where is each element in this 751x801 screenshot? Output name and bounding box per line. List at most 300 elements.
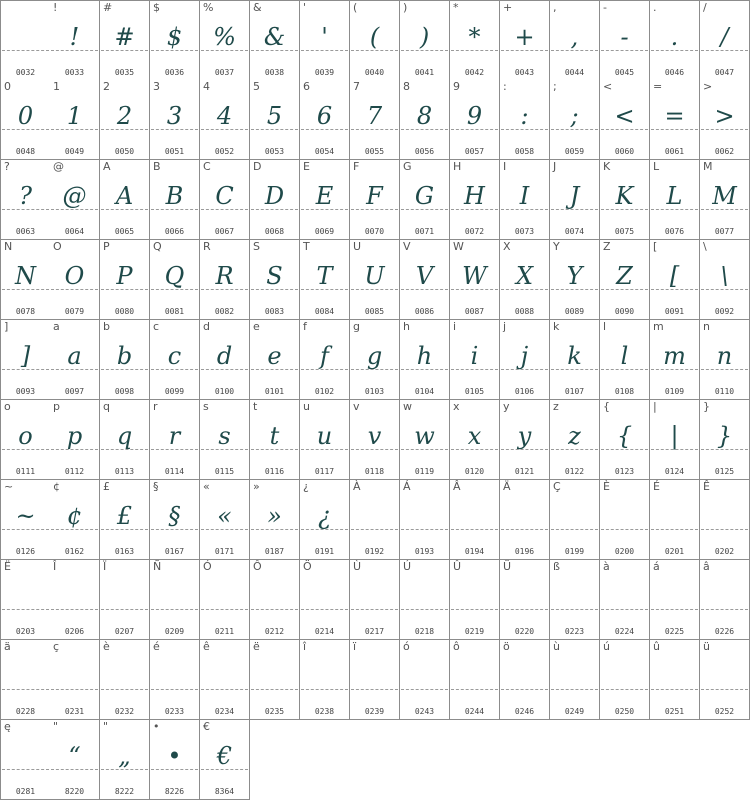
baseline-guide <box>201 50 248 51</box>
baseline-guide <box>501 50 548 51</box>
glyph-cell <box>700 240 750 320</box>
reference-character: Ï <box>103 560 107 573</box>
font-glyph: F <box>366 182 383 210</box>
char-code-label: 0101 <box>264 387 285 396</box>
reference-character: d <box>203 320 210 333</box>
glyph-cell <box>400 80 450 160</box>
baseline-guide <box>501 449 548 450</box>
font-glyph: : <box>520 102 529 130</box>
baseline-guide <box>51 289 98 290</box>
font-glyph: ) <box>419 23 430 51</box>
baseline-guide <box>2 769 49 770</box>
reference-character: ç <box>53 640 60 653</box>
baseline-guide <box>401 50 448 51</box>
reference-character: W <box>453 240 464 253</box>
font-glyph: = <box>664 102 685 130</box>
font-glyph: K <box>615 182 634 210</box>
baseline-guide <box>401 529 448 530</box>
baseline-guide <box>151 209 198 210</box>
glyph-cell <box>250 640 300 720</box>
baseline-guide <box>2 289 49 290</box>
glyph-cell <box>400 640 450 720</box>
glyph-cell <box>200 560 250 640</box>
font-glyph: 3 <box>166 102 183 130</box>
reference-character: k <box>553 320 560 333</box>
baseline-guide <box>451 129 498 130</box>
font-glyph: - <box>620 23 629 51</box>
baseline-guide <box>51 529 98 530</box>
char-code-label: 0281 <box>15 787 36 796</box>
baseline-guide <box>601 50 648 51</box>
baseline-guide <box>2 609 49 610</box>
glyph-cell <box>450 560 500 640</box>
font-glyph: v <box>367 422 382 450</box>
glyph-cell <box>600 80 650 160</box>
char-code-label: 0201 <box>664 547 685 556</box>
char-code-label: 0052 <box>214 147 235 156</box>
glyph-cell <box>0 0 51 81</box>
baseline-guide <box>701 369 748 370</box>
glyph-cell <box>600 0 650 81</box>
baseline-guide <box>301 209 348 210</box>
char-code-label: 0193 <box>414 547 435 556</box>
font-glyph: W <box>462 262 487 290</box>
glyph-cell <box>500 240 550 320</box>
glyph-cell <box>550 0 600 81</box>
baseline-guide <box>351 529 398 530</box>
char-code-label: 0212 <box>264 627 285 636</box>
reference-character: V <box>403 240 411 253</box>
glyph-cell <box>0 560 51 640</box>
reference-character: \ <box>703 240 707 253</box>
baseline-guide <box>401 689 448 690</box>
baseline-guide <box>101 209 148 210</box>
font-glyph: ' <box>321 23 328 51</box>
char-code-label: 0093 <box>15 387 36 396</box>
char-code-label: 0032 <box>15 68 36 77</box>
glyph-cell <box>300 640 350 720</box>
font-glyph: • <box>167 742 182 770</box>
char-code-label: 0124 <box>664 467 685 476</box>
glyph-cell <box>400 480 450 560</box>
glyph-cell <box>450 160 500 240</box>
font-glyph: t <box>269 422 280 450</box>
baseline-guide <box>201 369 248 370</box>
reference-character: Q <box>153 240 162 253</box>
glyph-cell <box>550 640 600 720</box>
reference-character: R <box>203 240 211 253</box>
char-code-label: 0126 <box>15 547 36 556</box>
char-code-label: 0246 <box>514 707 535 716</box>
glyph-cell <box>550 240 600 320</box>
glyph-cell <box>50 480 100 560</box>
baseline-guide <box>551 289 598 290</box>
glyph-cell <box>450 480 500 560</box>
baseline-guide <box>651 289 698 290</box>
char-code-label: 0058 <box>514 147 535 156</box>
char-code-label: 0077 <box>714 227 735 236</box>
char-code-label: 0102 <box>314 387 335 396</box>
glyph-cell <box>100 240 150 320</box>
reference-character: 3 <box>153 80 160 93</box>
char-code-label: 0092 <box>714 307 735 316</box>
glyph-cell <box>50 160 100 240</box>
reference-character: ó <box>403 640 410 653</box>
font-glyph: p <box>66 422 83 450</box>
reference-character: Ô <box>253 560 262 573</box>
reference-character: à <box>603 560 610 573</box>
baseline-guide <box>201 529 248 530</box>
baseline-guide <box>251 529 298 530</box>
glyph-cell <box>550 560 600 640</box>
glyph-cell <box>50 400 100 480</box>
char-code-label: 0211 <box>214 627 235 636</box>
font-glyph: + <box>514 23 535 51</box>
reference-character: • <box>153 720 160 733</box>
glyph-cell <box>50 560 100 640</box>
char-code-label: 0040 <box>364 68 385 77</box>
reference-character: ; <box>553 80 557 93</box>
char-code-label: 0061 <box>664 147 685 156</box>
reference-character: ) <box>403 1 408 14</box>
char-code-label: 0231 <box>64 707 85 716</box>
baseline-guide <box>51 369 98 370</box>
reference-character: < <box>603 80 613 93</box>
font-glyph: w <box>414 422 435 450</box>
baseline-guide <box>2 129 49 130</box>
reference-character: O <box>53 240 62 253</box>
char-code-label: 0099 <box>164 387 185 396</box>
reference-character: o <box>4 400 11 413</box>
reference-character: J <box>553 160 557 173</box>
font-glyph: 0 <box>17 102 34 130</box>
char-code-label: 0068 <box>264 227 285 236</box>
char-code-label: 0054 <box>314 147 335 156</box>
baseline-guide <box>501 609 548 610</box>
baseline-guide <box>2 689 49 690</box>
font-glyph: M <box>712 182 737 210</box>
reference-character: ( <box>353 1 358 14</box>
reference-character: é <box>153 640 160 653</box>
char-code-label: 0232 <box>114 707 135 716</box>
baseline-guide <box>551 529 598 530</box>
reference-character: û <box>653 640 660 653</box>
glyph-cell <box>550 480 600 560</box>
glyph-cell <box>50 640 100 720</box>
glyph-cell <box>200 480 250 560</box>
glyph-cell <box>500 640 550 720</box>
reference-character: [ <box>653 240 658 253</box>
char-code-label: 0105 <box>464 387 485 396</box>
glyph-cell <box>150 240 200 320</box>
glyph-cell <box>650 240 700 320</box>
reference-character: M <box>703 160 713 173</box>
font-glyph: » <box>267 502 282 530</box>
reference-character: i <box>453 320 457 333</box>
reference-character: D <box>253 160 262 173</box>
char-code-label: 0219 <box>464 627 485 636</box>
char-code-label: 0060 <box>614 147 635 156</box>
font-glyph: E <box>315 182 334 210</box>
char-code-label: 0111 <box>15 467 36 476</box>
font-glyph: $ <box>166 23 183 51</box>
char-code-label: 0217 <box>364 627 385 636</box>
char-code-label: 0192 <box>364 547 385 556</box>
glyph-cell <box>550 160 600 240</box>
reference-character: Ú <box>403 560 412 573</box>
char-code-label: 0224 <box>614 627 635 636</box>
reference-character: « <box>203 480 210 493</box>
baseline-guide <box>51 129 98 130</box>
glyph-cell <box>100 640 150 720</box>
char-code-label: 0163 <box>114 547 135 556</box>
glyph-cell <box>100 720 150 800</box>
char-code-label: 0056 <box>414 147 435 156</box>
baseline-guide <box>301 529 348 530</box>
font-glyph: a <box>67 342 82 370</box>
baseline-guide <box>501 289 548 290</box>
font-glyph: O <box>64 262 85 290</box>
baseline-guide <box>101 50 148 51</box>
char-code-label: 0117 <box>314 467 335 476</box>
glyph-cell <box>50 320 100 400</box>
reference-character: 2 <box>103 80 110 93</box>
baseline-guide <box>551 129 598 130</box>
char-code-label: 0187 <box>264 547 285 556</box>
baseline-guide <box>651 129 698 130</box>
baseline-guide <box>301 129 348 130</box>
reference-character: ü <box>703 640 710 653</box>
baseline-guide <box>351 129 398 130</box>
font-glyph: 9 <box>466 102 483 130</box>
char-code-label: 0081 <box>164 307 185 316</box>
glyph-cell <box>600 480 650 560</box>
baseline-guide <box>351 50 398 51</box>
reference-character: £ <box>103 480 110 493</box>
char-code-label: 0214 <box>314 627 335 636</box>
font-glyph: i <box>470 342 479 370</box>
font-glyph: | <box>670 422 679 450</box>
baseline-guide <box>601 369 648 370</box>
reference-character: h <box>403 320 410 333</box>
glyph-cell <box>150 160 200 240</box>
reference-character: Ç <box>553 480 561 493</box>
reference-character: 4 <box>203 80 210 93</box>
glyph-cell <box>0 240 51 320</box>
char-code-label: 0057 <box>464 147 485 156</box>
baseline-guide <box>601 529 648 530</box>
baseline-guide <box>251 50 298 51</box>
glyph-cell <box>250 160 300 240</box>
font-glyph: . <box>670 23 679 51</box>
baseline-guide <box>2 369 49 370</box>
font-glyph: e <box>267 342 282 370</box>
glyph-cell <box>250 240 300 320</box>
char-code-label: 0046 <box>664 68 685 77</box>
char-code-label: 0106 <box>514 387 535 396</box>
font-glyph: 5 <box>266 102 283 130</box>
reference-character: Ê <box>703 480 710 493</box>
font-glyph: 7 <box>366 102 383 130</box>
font-glyph: % <box>213 23 236 51</box>
reference-character: ¢ <box>53 480 60 493</box>
glyph-cell <box>600 400 650 480</box>
reference-character: ê <box>203 640 210 653</box>
baseline-guide <box>151 369 198 370</box>
baseline-guide <box>701 609 748 610</box>
font-glyph: c <box>167 342 182 370</box>
reference-character: ? <box>4 160 10 173</box>
glyph-cell <box>50 0 100 81</box>
reference-character: N <box>4 240 13 253</box>
reference-character: ù <box>553 640 560 653</box>
char-code-label: 0063 <box>15 227 36 236</box>
char-code-label: 0244 <box>464 707 485 716</box>
reference-character: Ó <box>203 560 212 573</box>
glyph-cell <box>250 0 300 81</box>
font-glyph: R <box>215 262 234 290</box>
glyph-cell <box>200 80 250 160</box>
reference-character: ú <box>603 640 610 653</box>
baseline-guide <box>401 289 448 290</box>
char-code-label: 0252 <box>714 707 735 716</box>
baseline-guide <box>101 129 148 130</box>
reference-character: K <box>603 160 611 173</box>
char-code-label: 0120 <box>464 467 485 476</box>
char-code-label: 0051 <box>164 147 185 156</box>
reference-character: | <box>653 400 657 413</box>
reference-character: § <box>153 480 159 493</box>
baseline-guide <box>2 529 49 530</box>
font-glyph: § <box>168 502 181 530</box>
char-code-label: 0207 <box>114 627 135 636</box>
char-code-label: 0110 <box>714 387 735 396</box>
glyph-cell <box>100 560 150 640</box>
baseline-guide <box>401 209 448 210</box>
font-glyph: V <box>415 262 434 290</box>
glyph-cell <box>450 320 500 400</box>
reference-character: " <box>103 720 109 733</box>
glyph-cell <box>250 560 300 640</box>
glyph-cell <box>250 400 300 480</box>
font-glyph: N <box>15 262 36 290</box>
char-code-label: 0080 <box>114 307 135 316</box>
font-glyph: H <box>464 182 485 210</box>
baseline-guide <box>201 209 248 210</box>
baseline-guide <box>301 369 348 370</box>
baseline-guide <box>451 609 498 610</box>
baseline-guide <box>551 689 598 690</box>
reference-character: C <box>203 160 211 173</box>
char-code-label: 0037 <box>214 68 235 77</box>
baseline-guide <box>101 689 148 690</box>
reference-character: a <box>53 320 60 333</box>
char-code-label: 0075 <box>614 227 635 236</box>
char-code-label: 0116 <box>264 467 285 476</box>
glyph-cell <box>700 560 750 640</box>
char-code-label: 0083 <box>264 307 285 316</box>
glyph-cell <box>500 320 550 400</box>
glyph-cell <box>100 320 150 400</box>
char-code-label: 0250 <box>614 707 635 716</box>
glyph-cell <box>150 640 200 720</box>
glyph-cell <box>100 160 150 240</box>
glyph-cell <box>500 160 550 240</box>
baseline-guide <box>301 689 348 690</box>
char-code-label: 0053 <box>264 147 285 156</box>
reference-character: P <box>103 240 110 253</box>
reference-character: b <box>103 320 110 333</box>
font-glyph: B <box>165 182 184 210</box>
font-glyph: ! <box>69 23 80 51</box>
baseline-guide <box>351 369 398 370</box>
font-glyph: 6 <box>316 102 333 130</box>
baseline-guide <box>451 209 498 210</box>
baseline-guide <box>451 369 498 370</box>
font-glyph: < <box>614 102 635 130</box>
font-glyph: 1 <box>66 102 83 130</box>
char-code-label: 0055 <box>364 147 385 156</box>
font-glyph: z <box>568 422 581 450</box>
glyph-cell <box>0 160 51 240</box>
char-code-label: 0043 <box>514 68 535 77</box>
baseline-guide <box>501 529 548 530</box>
reference-character: Z <box>603 240 611 253</box>
font-glyph: Z <box>616 262 633 290</box>
char-code-label: 0226 <box>714 627 735 636</box>
char-code-label: 0225 <box>664 627 685 636</box>
reference-character: Ñ <box>153 560 162 573</box>
reference-character: S <box>253 240 260 253</box>
char-code-label: 0062 <box>714 147 735 156</box>
baseline-guide <box>251 369 298 370</box>
reference-character: X <box>503 240 511 253</box>
baseline-guide <box>2 209 49 210</box>
reference-character: ö <box>503 640 510 653</box>
glyph-cell <box>600 640 650 720</box>
char-code-label: 0104 <box>414 387 435 396</box>
baseline-guide <box>451 449 498 450</box>
glyph-cell <box>400 400 450 480</box>
glyph-cell <box>200 320 250 400</box>
char-code-label: 0073 <box>514 227 535 236</box>
font-glyph: € <box>216 742 233 770</box>
char-code-label: 0069 <box>314 227 335 236</box>
reference-character: î <box>303 640 307 653</box>
glyph-cell <box>0 320 51 400</box>
font-glyph: f <box>320 342 329 370</box>
char-code-label: 0050 <box>114 147 135 156</box>
font-glyph: ¢ <box>66 502 83 530</box>
baseline-guide <box>151 689 198 690</box>
reference-character: & <box>253 1 262 14</box>
font-glyph: b <box>116 342 133 370</box>
font-glyph: l <box>620 342 629 370</box>
baseline-guide <box>701 289 748 290</box>
font-glyph: ¿ <box>318 502 331 530</box>
baseline-guide <box>251 689 298 690</box>
char-code-label: 0121 <box>514 467 535 476</box>
reference-character: Â <box>453 480 461 493</box>
glyph-cell <box>700 400 750 480</box>
baseline-guide <box>301 449 348 450</box>
reference-character: ~ <box>4 480 14 493</box>
reference-character: Ö <box>303 560 312 573</box>
baseline-guide <box>201 289 248 290</box>
reference-character: ï <box>353 640 357 653</box>
reference-character: { <box>603 400 610 413</box>
baseline-guide <box>251 609 298 610</box>
